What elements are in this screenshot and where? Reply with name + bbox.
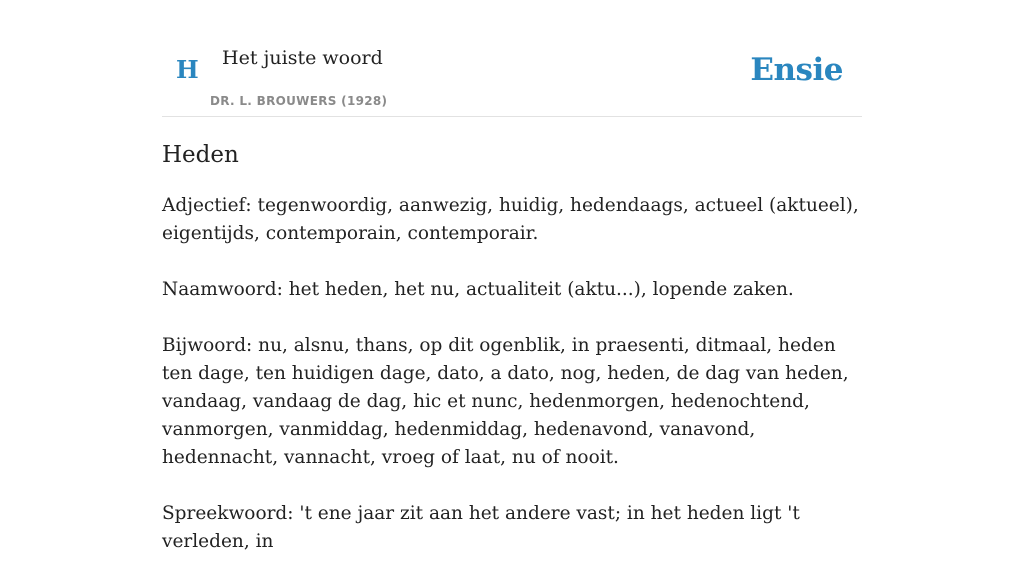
book-author: DR. L. BROUWERS (1928) bbox=[210, 94, 388, 108]
entry-body bbox=[162, 192, 862, 584]
entry-paragraph-adjectief: Adjectief: tegenwoordig, aanwezig, huidig, hedendaags, actueel (aktueel), eigentijds, contemporain, contemporair. bbox=[162, 195, 859, 244]
entry-title: Heden bbox=[162, 142, 239, 168]
entry-paragraph-spreekwoord: Spreekwoord: 't ene jaar zit aan het andere vast; in het heden ligt 't verleden, in bbox=[162, 503, 800, 552]
entry-paragraph-bijwoord: Bijwoord: nu, alsnu, thans, op dit ogenblik, in praesenti, ditmaal, heden ten dage, ten huidigen dage, dato, a dato, nog, heden, de dag van heden, vandaag, vandaag de dag, hic et nunc, hedenmorgen, hedenochtend, vanmorgen, vanmiddag, hedenmiddag, hedenavond, vanavond, hedennacht, vannacht, vroeg of laat, nu of nooit. bbox=[162, 335, 849, 468]
entry-paragraph-naamwoord: Naamwoord: het heden, het nu, actualiteit (aktu...), lopende zaken. bbox=[162, 279, 794, 300]
book-header bbox=[162, 0, 862, 117]
ensie-logo-link[interactable]: Ensie bbox=[750, 52, 843, 88]
book-initial-link[interactable]: H bbox=[176, 55, 199, 84]
book-title-link[interactable]: Het juiste woord bbox=[222, 47, 383, 69]
